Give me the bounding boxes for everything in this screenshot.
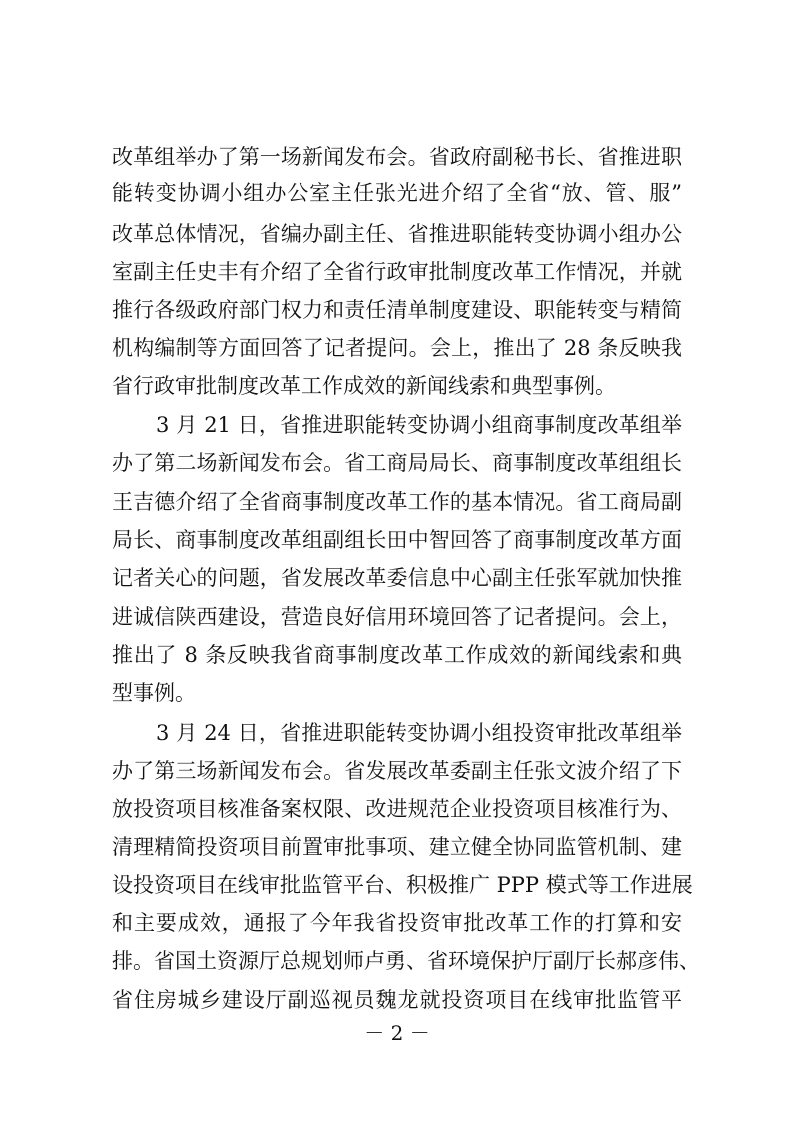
text-line: 放投资项目核准备案权限、改进规范企业投资项目核准行为、	[112, 797, 682, 821]
text-line: 设投资项目在线审批监管平台、积极推广 PPP 模式等工作进展	[112, 873, 693, 897]
text-line: 排。省国土资源厅总规划师卢勇、省环境保护厅副厅长郝彦伟、	[112, 949, 700, 973]
text-line: 室副主任史丰有介绍了全省行政审批制度改革工作情况，并就	[112, 260, 682, 284]
text-line: 局长、商事制度改革组副组长田中智回答了商事制度改革方面	[112, 528, 682, 552]
text-line: 记者关心的问题，省发展改革委信息中心副主任张军就加快推	[112, 566, 682, 590]
text-line: 推行各级政府部门权力和责任清单制度建设、职能转变与精简	[112, 298, 682, 322]
text-line: 机构编制等方面回答了记者提问。会上，推出了 28 条反映我	[112, 336, 682, 360]
text-line: 3 月 24 日，省推进职能转变协调小组投资审批改革组举	[156, 721, 682, 745]
text-line: 改革总体情况，省编办副主任、省推进职能转变协调小组办公	[112, 222, 682, 246]
text-line: 推出了 8 条反映我省商事制度改革工作成效的新闻线索和典	[112, 643, 682, 667]
text-line: 王吉德介绍了全省商事制度改革工作的基本情况。省工商局副	[112, 490, 682, 514]
text-line: 办了第三场新闻发布会。省发展改革委副主任张文波介绍了下	[112, 759, 682, 783]
text-line: 办了第二场新闻发布会。省工商局局长、商事制度改革组组长	[112, 451, 682, 475]
text-line: 3 月 21 日，省推进职能转变协调小组商事制度改革组举	[156, 413, 682, 437]
text-line: 省住房城乡建设厅副巡视员魏龙就投资项目在线审批监管平	[112, 988, 682, 1012]
text-line: 省行政审批制度改革工作成效的新闻线索和典型事例。	[112, 374, 616, 398]
text-line: 改革组举办了第一场新闻发布会。省政府副秘书长、省推进职	[112, 145, 682, 169]
text-line: 进诚信陕西建设，营造良好信用环境回答了记者提问。会上，	[112, 605, 682, 629]
text-line: 型事例。	[112, 681, 196, 705]
text-line: 和主要成效，通报了今年我省投资审批改革工作的打算和安	[112, 911, 682, 935]
page-number: － 2 －	[364, 1021, 430, 1045]
text-line: 能转变协调小组办公室主任张光进介绍了全省“放、管、服”	[112, 181, 682, 205]
text-line: 清理精简投资项目前置审批事项、建立健全协同监管机制、建	[112, 835, 682, 859]
